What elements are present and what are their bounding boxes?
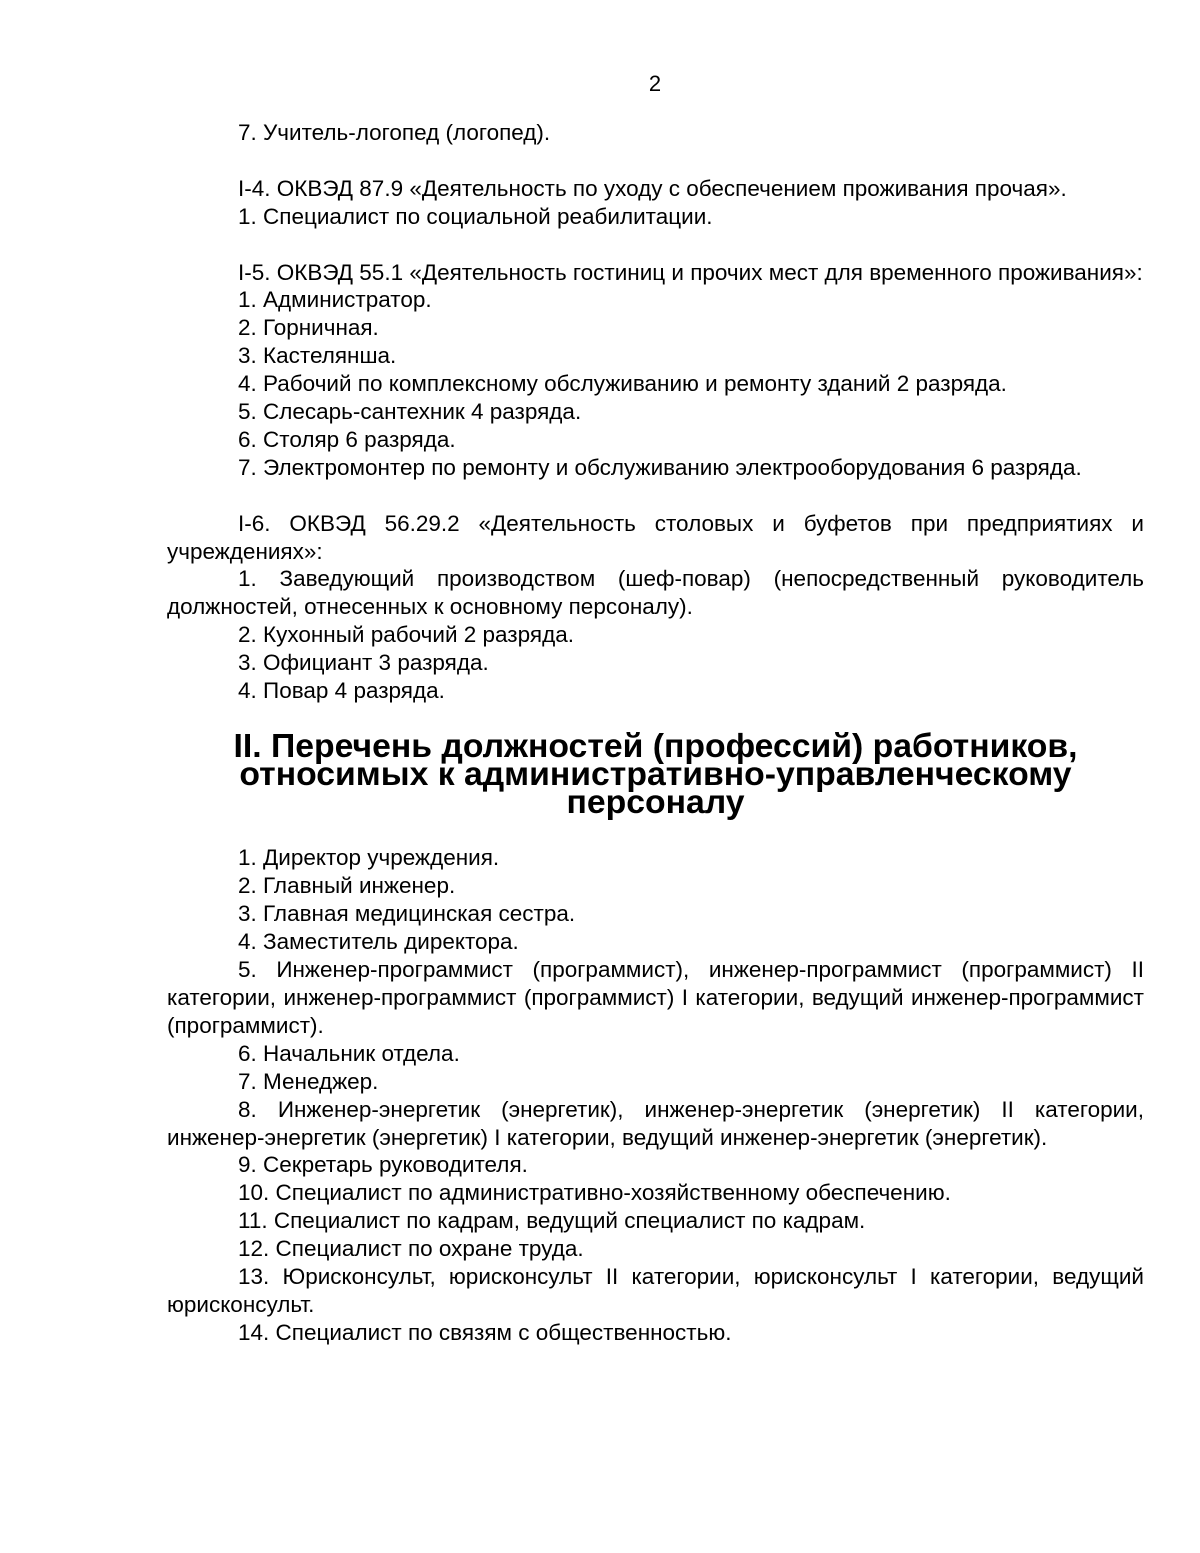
list-item: 3. Кастелянша. [238,343,397,369]
list-item: 1. Специалист по социальной реабилитации. [238,203,713,229]
list-item: 7. Электромонтер по ремонту и обслуживанию электрооборудования 6 разряда. [238,454,1082,480]
group-heading: I-4. ОКВЭД 87.9 «Деятельность по уходу с обеспечением проживания прочая». [238,175,1067,201]
list-item: 3. Официант 3 разряда. [238,650,489,676]
section2-list [167,844,1144,1346]
list-item: 7. Менеджер. [238,1068,379,1094]
list-item: 10. Специалист по административно-хозяйственному обеспечению. [238,1180,951,1206]
list-item: 4. Заместитель директора. [238,929,519,955]
list-item: 12. Специалист по охране труда. [238,1236,584,1262]
list-item: 2. Кухонный рабочий 2 разряда. [238,622,574,648]
list-item: 3. Главная медицинская сестра. [238,901,576,927]
list-item: 5. Слесарь-сантехник 4 разряда. [238,399,582,425]
list-item: 1. Директор учреждения. [238,845,500,871]
list-item: 9. Секретарь руководителя. [238,1152,528,1178]
list-item: 2. Главный инженер. [238,873,456,899]
list-item: 11. Специалист по кадрам, ведущий специалист по кадрам. [238,1208,866,1234]
list-item: 4. Повар 4 разряда. [238,678,445,704]
section-title-line-2: относимых к административно-управленческому персоналу [239,754,1072,821]
list-item: 1. Заведующий производством (шеф-повар) (непосредственный руководитель должностей, отнесенных к основному персоналу). [167,566,1144,620]
paragraph-gap [167,231,1144,259]
list-item: 8. Инженер-энергетик (энергетик), инженер-энергетик (энергетик) II категории, инженер-энергетик (энергетик) I категории, ведущий инженер-энергетик (энергетик). [167,1096,1144,1150]
list-item: 13. Юрисконсульт, юрисконсульт II категории, юрисконсульт I категории, ведущий юрисконсульт. [167,1264,1144,1317]
section-title [167,726,1144,821]
list-item: 4. Рабочий по комплексному обслуживанию и ремонту зданий 2 разряда. [238,371,1007,397]
list-item: 5. Инженер-программист (программист), инженер-программист (программист) II категории, инженер-программист (программист) I категории, ведущий инженер-программист (программист). [167,957,1144,1038]
paragraph-gap [167,817,1144,845]
okved-group-i6 [167,510,1144,705]
list-item: 1. Администратор. [238,287,432,313]
group-heading: I-5. ОКВЭД 55.1 «Деятельность гостиниц и прочих мест для временного проживания»: [238,259,1143,285]
list-item: 2. Горничная. [238,315,379,341]
okved-group-i5 [167,259,1144,482]
paragraph-gap [167,482,1144,510]
page-number: 2 [648,71,662,96]
okved-group-i4 [167,175,1144,231]
list-item: 14. Специалист по связям с общественностью. [238,1319,732,1345]
paragraph-gap [167,147,1144,175]
list-item-speech-therapist: 7. Учитель-логопед (логопед). [238,120,551,145]
list-item: 6. Начальник отдела. [238,1040,460,1066]
list-item: 6. Столяр 6 разряда. [238,426,456,452]
group-heading: I-6. ОКВЭД 56.29.2 «Деятельность столовых и буфетов при предприятиях и учреждениях»: [167,510,1144,564]
section-title-line-1: II. Перечень должностей (профессий) работников, [233,726,1078,765]
document-body [167,119,1144,1347]
